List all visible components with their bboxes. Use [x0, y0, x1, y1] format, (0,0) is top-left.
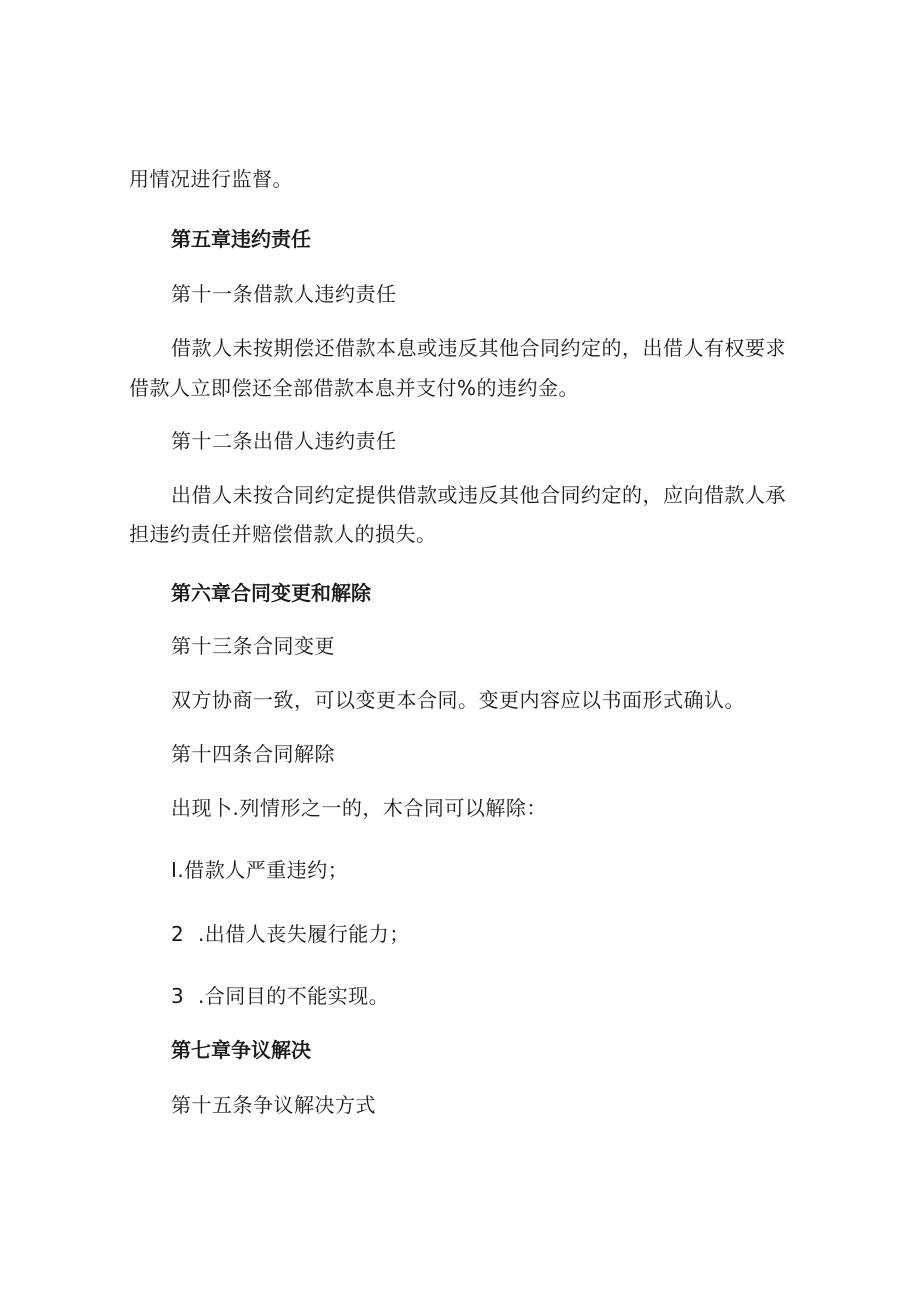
paragraph-line: 双方协商一致，可以变更本合同。变更内容应以书面形式确认。 [171, 688, 745, 712]
paragraph-line: 出借人未按合同约定提供借款或违反其他合同约定的，应向借款人承 [171, 483, 786, 507]
paragraph-continuation: 用情况进行监督。 [129, 167, 293, 191]
article-title-15: 第十五条争议解决方式 [171, 1093, 376, 1117]
article-title-11: 第十一条借款人违约责任 [171, 282, 397, 306]
chapter-heading-5: 第五章违约责任 [171, 227, 311, 251]
article-title-13: 第十三条合同变更 [171, 634, 335, 658]
chapter-heading-7: 第七章争议解决 [171, 1038, 311, 1062]
chapter-heading-6: 第六章合同变更和解除 [171, 581, 371, 605]
list-item-1: I.借款人严重违约； [171, 858, 349, 882]
article-title-14: 第十四条合同解除 [171, 742, 335, 766]
paragraph-line: 担违约责任并赔偿借款人的损失。 [129, 522, 437, 546]
paragraph-line: 借款人未按期偿还借款本息或违反其他合同约定的，出借人有权要求 [171, 336, 786, 360]
paragraph-line: 出现卜.列情形之一的，木合同可以解除： [171, 796, 547, 820]
paragraph-line: 借款人立即偿还全部借款本息并支付%的违约金。 [129, 376, 580, 400]
list-item-3: 3 .合同目的不能实现。 [171, 984, 390, 1008]
article-title-12: 第十二条出借人违约责任 [171, 429, 397, 453]
list-item-2: 2 .出借人丧失履行能力； [171, 922, 410, 946]
